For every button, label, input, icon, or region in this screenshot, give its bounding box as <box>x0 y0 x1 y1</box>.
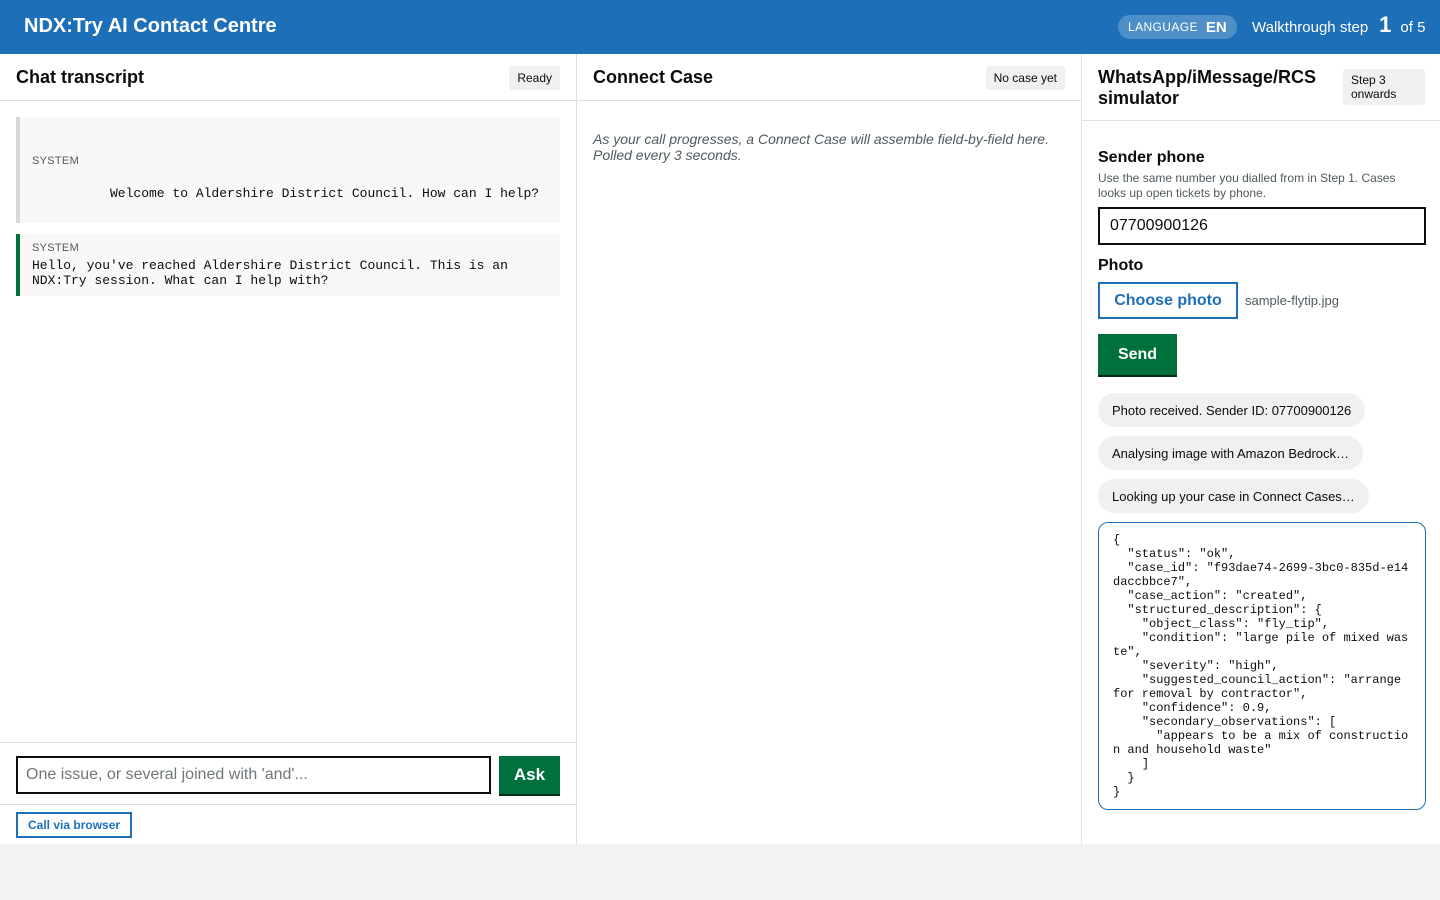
choose-photo-button[interactable]: Choose photo <box>1098 282 1238 319</box>
step-badge: Step 3 onwards <box>1343 69 1425 105</box>
chat-input-bar <box>0 742 576 805</box>
status-bubble: Photo received. Sender ID: 07700900126 <box>1098 393 1365 427</box>
status-bubble: Looking up your case in Connect Cases… <box>1098 479 1369 513</box>
case-panel-header <box>577 54 1081 101</box>
status-bubble: Analysing image with Amazon Bedrock… <box>1098 436 1363 470</box>
message-role: SYSTEM <box>32 242 80 254</box>
chat-status-badge: Ready <box>509 66 560 90</box>
simulator-panel-header <box>1082 54 1440 121</box>
chat-panel <box>0 54 577 844</box>
language-switcher[interactable] <box>1118 15 1237 39</box>
simulator-panel-title: WhatsApp/iMessage/RCS simulator <box>1098 67 1317 108</box>
chat-panel-title: Chat transcript <box>16 67 145 87</box>
ask-input[interactable] <box>16 756 491 794</box>
case-status-badge: No case yet <box>986 66 1065 90</box>
send-button[interactable]: Send <box>1098 334 1177 375</box>
case-panel-title: Connect Case <box>593 67 714 87</box>
sender-phone-label: Sender phone <box>1098 149 1205 166</box>
walkthrough-label: Walkthrough step <box>1252 19 1369 36</box>
message-role: SYSTEM <box>32 155 80 167</box>
call-via-browser-button[interactable]: Call via browser <box>16 812 132 838</box>
app-header <box>0 0 1440 54</box>
chat-message <box>16 234 560 296</box>
connect-case-panel <box>577 54 1082 844</box>
app-title: NDX:Try AI Contact Centre <box>24 15 277 37</box>
sender-phone-hint: Use the same number you dialled from in Step 1. Cases looks up open tickets by phone. <box>1098 171 1396 200</box>
ask-button[interactable]: Ask <box>499 756 560 794</box>
photo-label: Photo <box>1098 257 1144 274</box>
chat-message <box>16 117 560 223</box>
walkthrough-indicator <box>1252 12 1426 37</box>
selected-file-name: sample-flytip.jpg <box>1245 293 1339 308</box>
walkthrough-total: of 5 <box>1400 19 1426 36</box>
language-code: EN <box>1205 18 1227 36</box>
message-text: Hello, you've reached Aldershire District Council. This is an NDX:Try session. What can I help with? <box>32 258 508 288</box>
chat-panel-header <box>0 54 576 101</box>
sender-phone-input[interactable] <box>1098 207 1426 245</box>
case-placeholder-text: As your call progresses, a Connect Case will assemble field-by-field here. Polled every 3 seconds. <box>593 131 1049 163</box>
walkthrough-step-number: 1 <box>1379 12 1392 37</box>
language-label: LANGUAGE <box>1128 20 1198 34</box>
message-text: Welcome to Aldershire District Council. How can I help? <box>110 186 540 201</box>
json-result: { "status": "ok", "case_id": "f93dae74-2699-3bc0-835d-e14daccbbce7", "case_action": "created", "structured_description": { "object_class": "fly_tip", "condition": "large pile of mixed waste", "severity": "high", "suggested_council_action": "arrange for removal by contractor", "confidence": 0.9, "secondary_observations": [ "appears to be a mix of construction and household waste" ] } } <box>1098 522 1426 810</box>
simulator-panel <box>1082 54 1440 844</box>
